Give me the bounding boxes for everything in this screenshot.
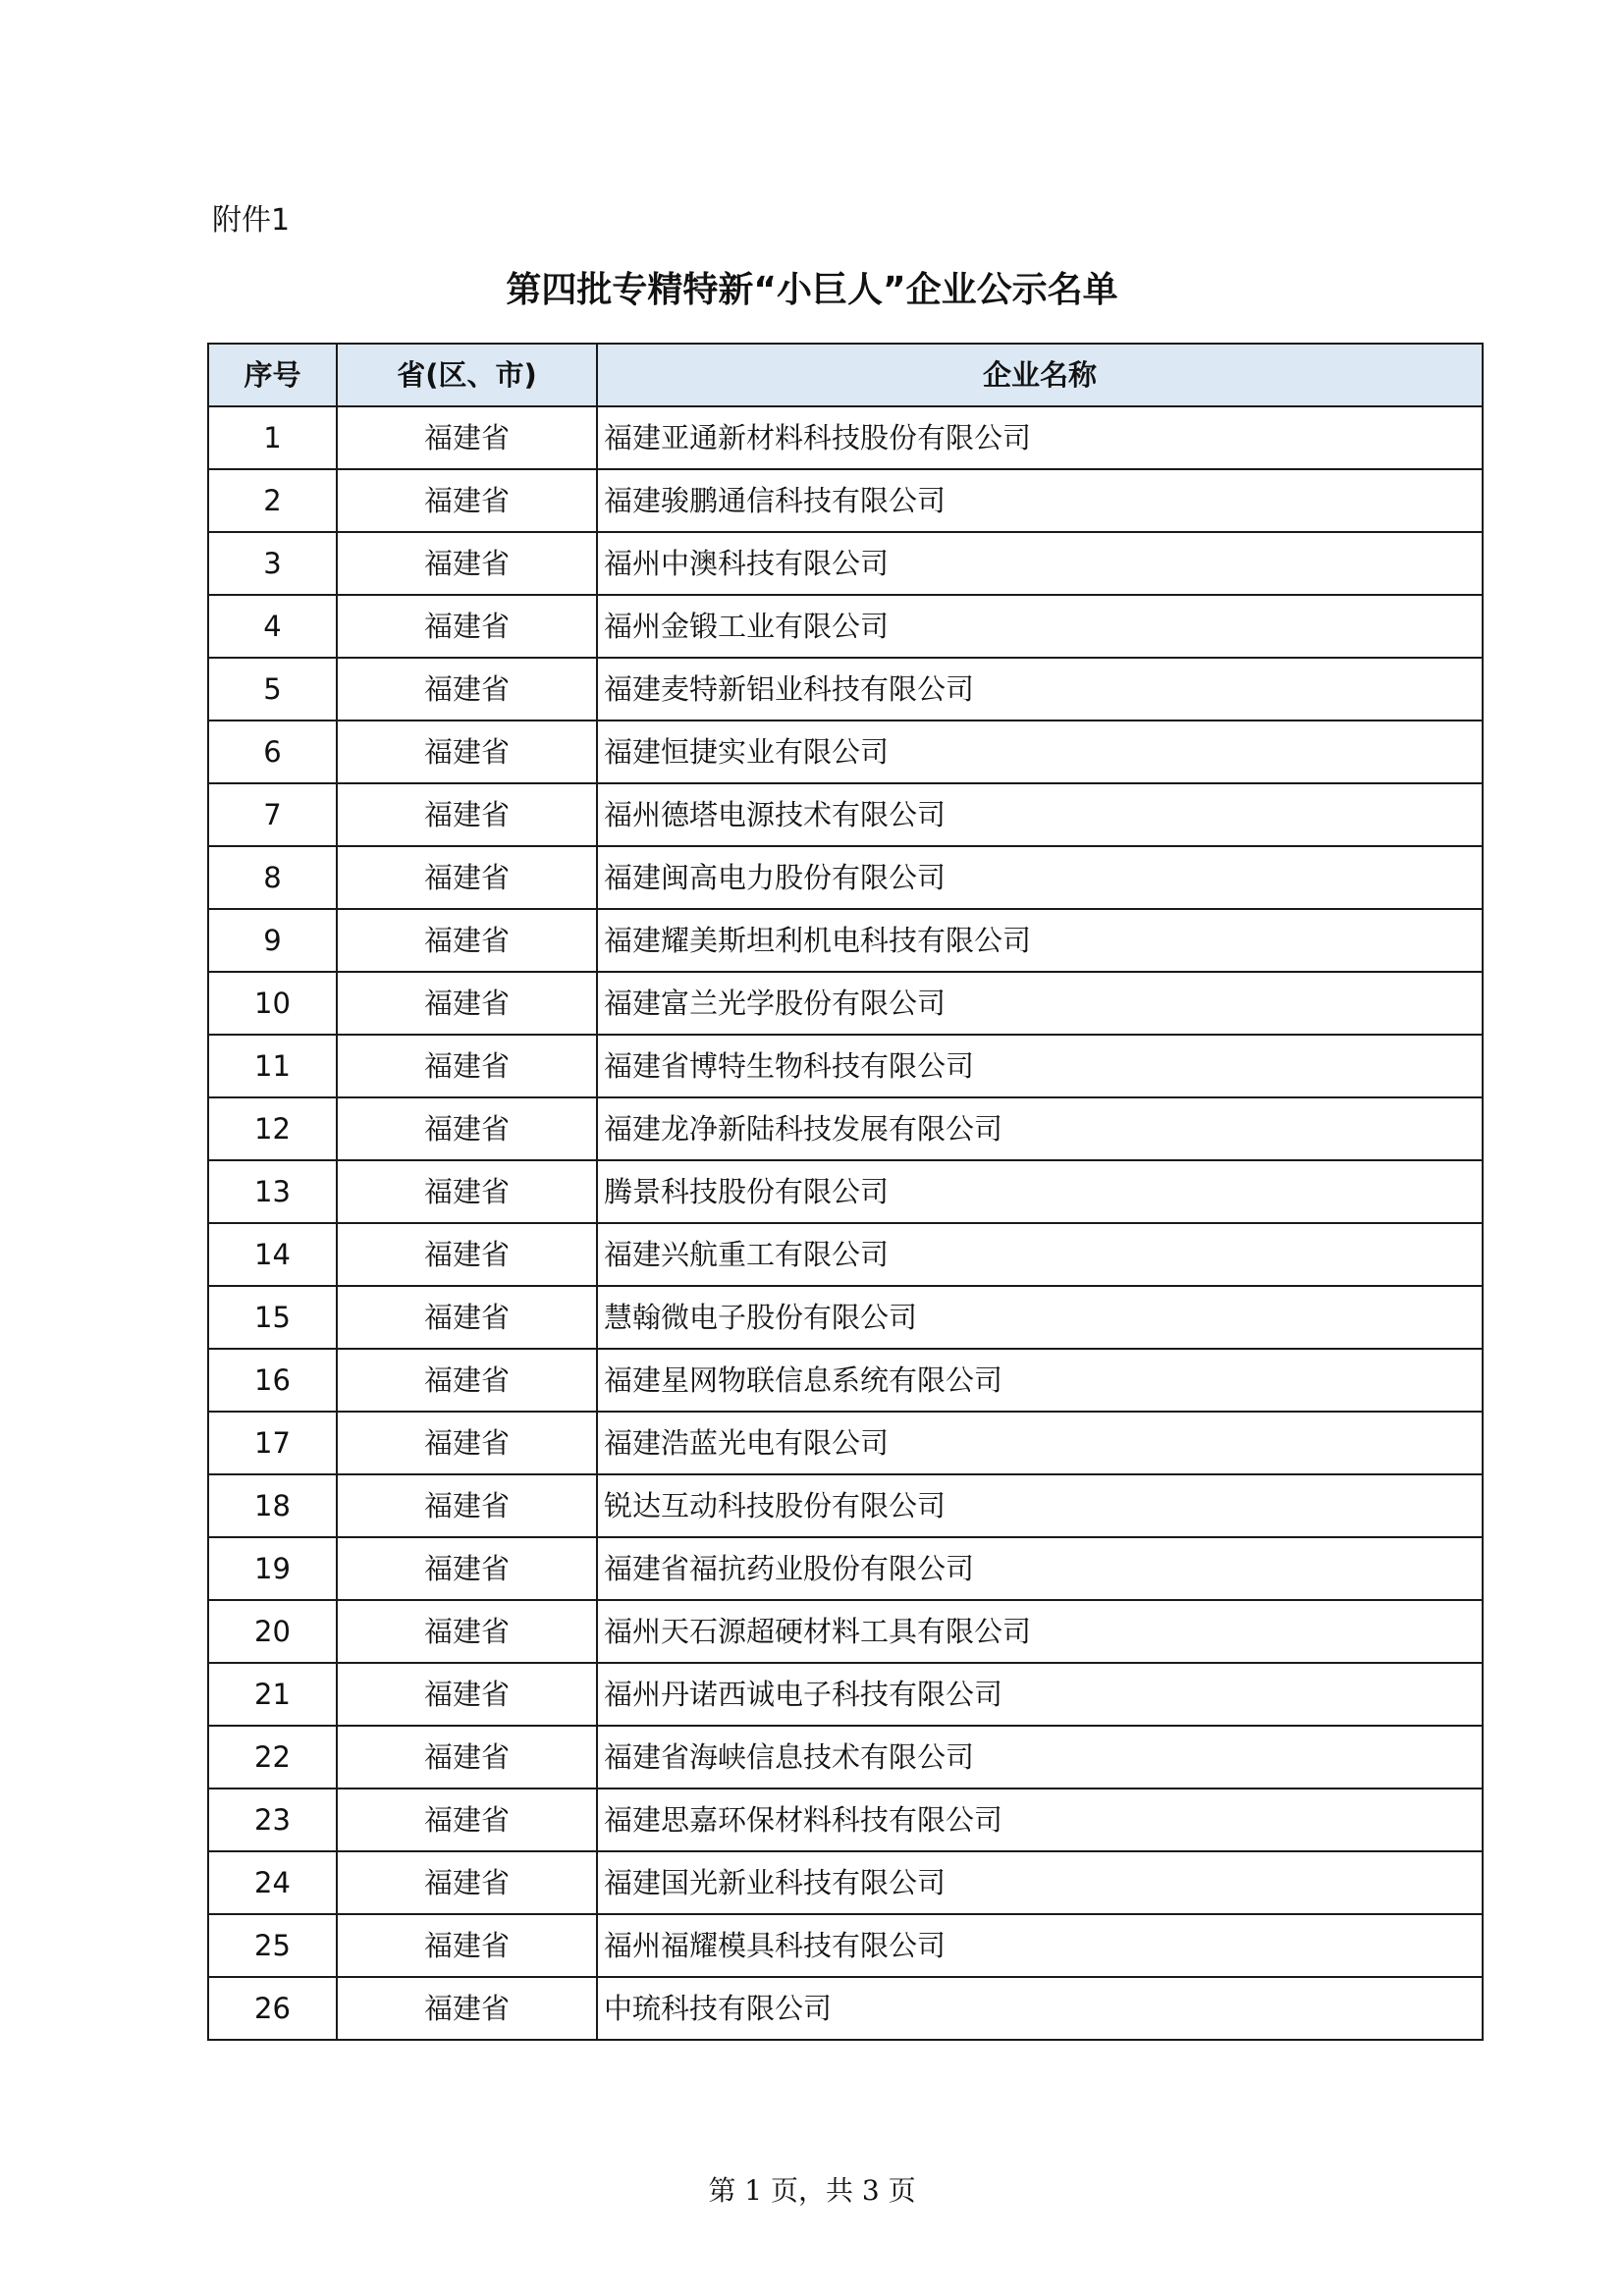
row-province-cell: 福建省 [337,1035,597,1097]
row-seq-cell: 19 [208,1537,337,1600]
row-province-cell: 福建省 [337,1726,597,1789]
row-province-cell: 福建省 [337,721,597,783]
row-company-cell: 福建龙净新陆科技发展有限公司 [597,1097,1483,1160]
row-province-cell: 福建省 [337,658,597,721]
row-seq-cell: 24 [208,1851,337,1914]
row-province-cell: 福建省 [337,1851,597,1914]
row-province-cell: 福建省 [337,909,597,972]
table-row [208,721,1483,783]
row-company-cell: 福建富兰光学股份有限公司 [597,972,1483,1035]
row-seq-cell: 25 [208,1914,337,1977]
table-row [208,1160,1483,1223]
row-province-cell: 福建省 [337,1537,597,1600]
row-seq-cell: 13 [208,1160,337,1223]
row-province-cell: 福建省 [337,846,597,909]
row-province-cell: 福建省 [337,1914,597,1977]
document-title: 第四批专精特新“小巨人”企业公示名单 [506,270,1118,310]
row-company-cell: 慧翰微电子股份有限公司 [597,1286,1483,1349]
row-company-cell: 福州金锻工业有限公司 [597,595,1483,658]
table-row [208,846,1483,909]
attachment-label: 附件1 [212,203,291,238]
row-company-cell: 福建恒捷实业有限公司 [597,721,1483,783]
row-company-cell: 福建国光新业科技有限公司 [597,1851,1483,1914]
header-company: 企业名称 [597,344,1483,406]
row-company-cell: 福建耀美斯坦利机电科技有限公司 [597,909,1483,972]
row-company-cell: 福建省博特生物科技有限公司 [597,1035,1483,1097]
row-seq-cell: 21 [208,1663,337,1726]
header-row [208,344,1483,406]
table-row [208,1726,1483,1789]
row-seq-cell: 5 [208,658,337,721]
table-body [208,406,1483,2040]
row-company-cell: 福建骏鹏通信科技有限公司 [597,469,1483,532]
row-province-cell: 福建省 [337,532,597,595]
table-row [208,1035,1483,1097]
table-row [208,1914,1483,1977]
row-company-cell: 福建省福抗药业股份有限公司 [597,1537,1483,1600]
row-seq-cell: 6 [208,721,337,783]
row-company-cell: 福建兴航重工有限公司 [597,1223,1483,1286]
row-province-cell: 福建省 [337,595,597,658]
row-province-cell: 福建省 [337,972,597,1035]
row-company-cell: 福建星网物联信息系统有限公司 [597,1349,1483,1412]
row-seq-cell: 1 [208,406,337,469]
row-seq-cell: 26 [208,1977,337,2040]
table-row [208,1097,1483,1160]
row-province-cell: 福建省 [337,1474,597,1537]
table-row [208,595,1483,658]
header-seq: 序号 [208,344,337,406]
table-row [208,1663,1483,1726]
row-province-cell: 福建省 [337,406,597,469]
row-seq-cell: 17 [208,1412,337,1474]
row-province-cell: 福建省 [337,1349,597,1412]
table-row [208,783,1483,846]
row-seq-cell: 7 [208,783,337,846]
table-row [208,1412,1483,1474]
row-seq-cell: 8 [208,846,337,909]
row-company-cell: 福州福耀模具科技有限公司 [597,1914,1483,1977]
table-row [208,1474,1483,1537]
table-row [208,1349,1483,1412]
row-company-cell: 福州天石源超硬材料工具有限公司 [597,1600,1483,1663]
row-seq-cell: 4 [208,595,337,658]
row-seq-cell: 3 [208,532,337,595]
table-row [208,658,1483,721]
table-row [208,1286,1483,1349]
row-province-cell: 福建省 [337,1789,597,1851]
table-row [208,909,1483,972]
table-row [208,972,1483,1035]
row-company-cell: 福州丹诺西诚电子科技有限公司 [597,1663,1483,1726]
row-company-cell: 福州德塔电源技术有限公司 [597,783,1483,846]
row-seq-cell: 2 [208,469,337,532]
table-header [208,344,1483,406]
row-seq-cell: 22 [208,1726,337,1789]
table-row [208,1537,1483,1600]
row-province-cell: 福建省 [337,1600,597,1663]
row-province-cell: 福建省 [337,1286,597,1349]
row-province-cell: 福建省 [337,1097,597,1160]
row-seq-cell: 12 [208,1097,337,1160]
table-row [208,532,1483,595]
row-seq-cell: 23 [208,1789,337,1851]
row-seq-cell: 11 [208,1035,337,1097]
table-row [208,469,1483,532]
row-province-cell: 福建省 [337,469,597,532]
row-seq-cell: 18 [208,1474,337,1537]
row-company-cell: 锐达互动科技股份有限公司 [597,1474,1483,1537]
row-seq-cell: 10 [208,972,337,1035]
row-company-cell: 腾景科技股份有限公司 [597,1160,1483,1223]
row-company-cell: 福建亚通新材料科技股份有限公司 [597,406,1483,469]
table-row [208,1223,1483,1286]
row-seq-cell: 20 [208,1600,337,1663]
row-seq-cell: 9 [208,909,337,972]
page-footer: 第 1 页，共 3 页 [708,2174,916,2207]
row-company-cell: 福建省海峡信息技术有限公司 [597,1726,1483,1789]
row-company-cell: 福建浩蓝光电有限公司 [597,1412,1483,1474]
row-province-cell: 福建省 [337,1223,597,1286]
row-company-cell: 福建思嘉环保材料科技有限公司 [597,1789,1483,1851]
row-province-cell: 福建省 [337,1412,597,1474]
row-company-cell: 福建麦特新铝业科技有限公司 [597,658,1483,721]
company-roster-table [207,343,1484,2041]
row-seq-cell: 15 [208,1286,337,1349]
table-row [208,1789,1483,1851]
row-province-cell: 福建省 [337,1977,597,2040]
row-company-cell: 福州中澳科技有限公司 [597,532,1483,595]
header-province: 省(区、市) [337,344,597,406]
row-province-cell: 福建省 [337,783,597,846]
row-province-cell: 福建省 [337,1160,597,1223]
row-company-cell: 中琉科技有限公司 [597,1977,1483,2040]
row-seq-cell: 14 [208,1223,337,1286]
table-row [208,1851,1483,1914]
row-seq-cell: 16 [208,1349,337,1412]
table-row [208,1977,1483,2040]
table-row [208,406,1483,469]
table-row [208,1600,1483,1663]
row-company-cell: 福建闽高电力股份有限公司 [597,846,1483,909]
row-province-cell: 福建省 [337,1663,597,1726]
